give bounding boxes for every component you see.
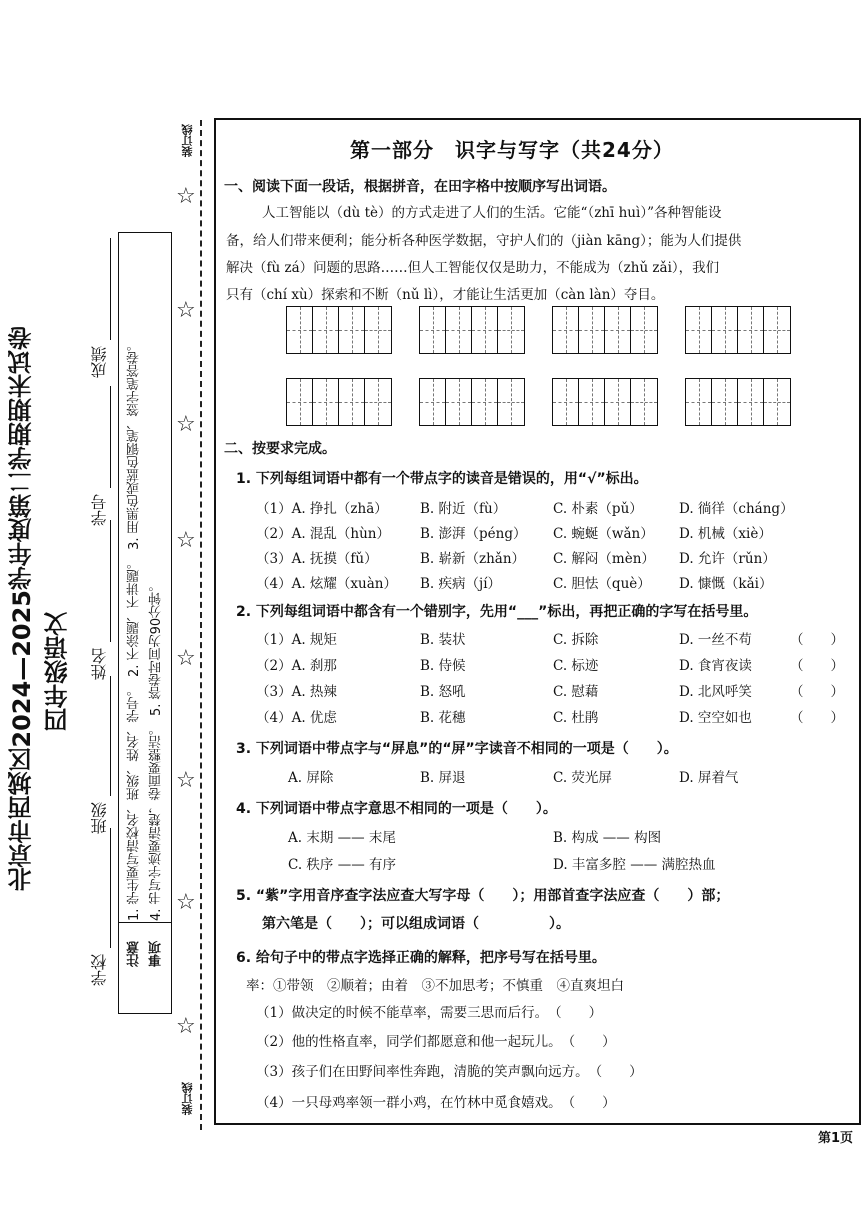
q2-2-option[interactable]: （3）A. 热辣 — [256, 684, 337, 700]
star-icon: ☆ — [176, 412, 196, 437]
class-field-line[interactable] — [110, 676, 111, 796]
q2-2-option[interactable]: C. 标迹 — [553, 658, 599, 674]
q2-1-option[interactable]: D. 徜徉（cháng） — [679, 501, 794, 517]
q2-3-option[interactable]: B. 屏退 — [420, 770, 466, 786]
q2-2-option[interactable]: D. 一丝不苟 — [679, 632, 752, 648]
name-field-label: 姓名 — [90, 648, 109, 680]
q2-1-option[interactable]: B. 疾病（jí） — [420, 576, 502, 592]
page-number: 第1页 — [818, 1131, 854, 1146]
q2-4-heading: 4. 下列词语中带点字意思不相同的一项是（ ）。 — [236, 801, 557, 817]
star-icon: ☆ — [176, 890, 196, 915]
q2-1-option[interactable]: B. 澎湃（péng） — [420, 526, 527, 542]
name-field-line[interactable] — [110, 520, 111, 642]
q1-passage-line: 备，给人们带来便利；能分析各种医学数据，守护人们的（jiàn kāng）；能为人们提供 — [226, 233, 742, 249]
q2-2-option[interactable]: （1）A. 规矩 — [256, 632, 337, 648]
q2-6-heading: 6. 给句子中的带点字选择正确的解释，把序号写在括号里。 — [236, 950, 606, 966]
q2-1-option[interactable]: （3）A. 抚摸（fǔ） — [256, 551, 378, 567]
q2-2-heading: 2. 下列每组词语中都含有一个错别字，先用“___”标出，再把正确的字写在括号里。 — [236, 604, 758, 620]
exam-title: 北京市西城区2024—2025学年度第二学期期末试卷 — [8, 326, 36, 892]
q2-2-option[interactable]: B. 装状 — [420, 632, 466, 648]
q2-4-option[interactable]: C. 秩序 —— 有序 — [288, 857, 397, 873]
q2-4-option[interactable]: B. 构成 —— 构图 — [553, 830, 662, 846]
q2-1-option[interactable]: D. 允许（rǔn） — [679, 551, 776, 567]
binding-line — [200, 120, 202, 1130]
notice-box — [118, 232, 172, 1014]
score-field-label: 成绩 — [90, 346, 109, 378]
notice-text-col-2: 4. 书写字迹要清楚，卷面要整洁。 5. 答卷时间为90分钟。 — [149, 578, 164, 921]
q2-1-option[interactable]: B. 崭新（zhǎn） — [420, 551, 526, 567]
q1-passage-line: 人工智能以（dù tè）的方式走进了人们的生活。它能“（zhī huì）”各种智能设 — [262, 205, 722, 221]
q2-6-sentence[interactable]: （4）一只母鸡率领一群小鸡，在竹林中觅食嬉戏。 （ ） — [256, 1095, 616, 1111]
star-icon: ☆ — [176, 528, 196, 553]
q2-6-sentence[interactable]: （3）孩子们在田野间率性奔跑，清脆的笑声飘向远方。 （ ） — [256, 1064, 643, 1080]
q2-3-option[interactable]: D. 屏着气 — [679, 770, 739, 786]
q2-3-option[interactable]: C. 荧光屏 — [553, 770, 612, 786]
q2-1-option[interactable]: D. 机械（xiè） — [679, 526, 772, 542]
star-icon: ☆ — [176, 768, 196, 793]
score-field-line[interactable] — [110, 238, 111, 340]
q2-1-option[interactable]: C. 蜿蜒（wǎn） — [553, 526, 654, 542]
notice-label-2: 事项 — [149, 941, 164, 967]
q2-1-option[interactable]: （4）A. 炫耀（xuàn） — [256, 576, 397, 592]
binding-label-top: 装订线 — [181, 124, 194, 157]
writing-grid[interactable] — [286, 306, 392, 354]
q2-1-option[interactable]: C. 胆怯（què） — [553, 576, 651, 592]
q2-2-option[interactable]: B. 花穗 — [420, 710, 466, 726]
subject-title: 四年级语文 — [44, 612, 72, 732]
school-field-label: 学校 — [90, 954, 109, 986]
binding-label-bottom: 装订线 — [181, 1082, 194, 1115]
class-field-label: 班级 — [90, 802, 109, 834]
star-icon: ☆ — [176, 646, 196, 671]
writing-grid[interactable] — [286, 378, 392, 426]
q2-1-option[interactable]: C. 朴素（pǔ） — [553, 501, 643, 517]
writing-grid[interactable] — [685, 306, 791, 354]
q2-5-line-2: 第六笔是（ ）；可以组成词语（ ）。 — [262, 916, 570, 932]
q2-4-option[interactable]: A. 末期 —— 末尾 — [288, 830, 396, 846]
q2-2-option[interactable]: D. 北风呼笑 — [679, 684, 752, 700]
q2-2-option[interactable]: C. 杜鹃 — [553, 710, 599, 726]
answer-bracket[interactable]: （ ） — [790, 684, 844, 700]
q1-passage-line: 解决（fù zá）问题的思路……但人工智能仅仅是助力，不能成为（zhǔ zǎi），我们 — [226, 260, 720, 276]
q1-passage-line: 只有（chí xù）探索和不断（nǔ lì），才能让生活更加（càn làn）夺目。 — [226, 287, 665, 303]
q2-2-option[interactable]: B. 侍候 — [420, 658, 466, 674]
q2-2-option[interactable]: D. 食宵夜读 — [679, 658, 752, 674]
q2-3-heading: 3. 下列词语中带点字与“屏息”的“屏”字读音不相同的一项是（ ）。 — [236, 741, 678, 757]
writing-grid[interactable] — [685, 378, 791, 426]
answer-bracket[interactable]: （ ） — [790, 710, 844, 726]
star-icon: ☆ — [176, 298, 196, 323]
q2-6-sentence[interactable]: （1）做决定的时候不能草率，需要三思而后行。 （ ） — [256, 1005, 603, 1021]
q2-2-option[interactable]: B. 怒吼 — [420, 684, 466, 700]
notice-label-1: 注意 — [127, 941, 142, 967]
q2-2-option[interactable]: （2）A. 刹那 — [256, 658, 337, 674]
q2-6-definitions: 率：①带领 ②顺着；由着 ③不加思考；不慎重 ④直爽坦白 — [246, 978, 624, 994]
q2-6-sentence[interactable]: （2）他的性格直率，同学们都愿意和他一起玩儿。 （ ） — [256, 1034, 616, 1050]
writing-grid[interactable] — [552, 306, 658, 354]
q2-2-option[interactable]: D. 空空如也 — [679, 710, 752, 726]
answer-bracket[interactable]: （ ） — [790, 632, 844, 648]
q2-heading: 二、按要求完成。 — [224, 441, 336, 457]
q2-2-option[interactable]: C. 慰藉 — [553, 684, 599, 700]
q2-1-option[interactable]: （1）A. 挣扎（zhā） — [256, 501, 388, 517]
q2-2-option[interactable]: C. 拆除 — [553, 632, 599, 648]
q1-heading: 一、阅读下面一段话，根据拼音，在田字格中按顺序写出词语。 — [224, 179, 616, 195]
writing-grid[interactable] — [552, 378, 658, 426]
writing-grid[interactable] — [419, 378, 525, 426]
school-field-line[interactable] — [110, 828, 111, 948]
writing-grid[interactable] — [419, 306, 525, 354]
q2-1-option[interactable]: （2）A. 混乱（hùn） — [256, 526, 391, 542]
part-title: 第一部分 识字与写字（共24分） — [350, 138, 674, 162]
answer-bracket[interactable]: （ ） — [790, 658, 844, 674]
q2-1-option[interactable]: B. 附近（fù） — [420, 501, 507, 517]
star-icon: ☆ — [176, 1014, 196, 1039]
notice-heading — [119, 922, 171, 1013]
q2-2-option[interactable]: （4）A. 优虑 — [256, 710, 337, 726]
q2-1-option[interactable]: C. 解闷（mèn） — [553, 551, 655, 567]
notice-text-col-1: 1. 学生要写清校名、班级、姓名、学号。 2. 不涂题、不讲题。 3. 用黑色或蓝色钢笔、签字笔答卷。 — [127, 338, 142, 921]
q2-5-line-1: 5. “紫”字用音序查字法应查大写字母（ ）；用部首查字法应查（ ）部； — [236, 888, 730, 904]
q2-1-heading: 1. 下列每组词语中都有一个带点字的读音是错误的，用“√”标出。 — [236, 471, 648, 487]
star-icon: ☆ — [176, 184, 196, 209]
q2-1-option[interactable]: D. 慷慨（kǎi） — [679, 576, 773, 592]
number-field-line[interactable] — [110, 386, 111, 488]
number-field-label: 学号 — [90, 494, 109, 526]
q2-4-option[interactable]: D. 丰富多腔 —— 满腔热血 — [553, 857, 716, 873]
q2-3-option[interactable]: A. 屏除 — [288, 770, 334, 786]
